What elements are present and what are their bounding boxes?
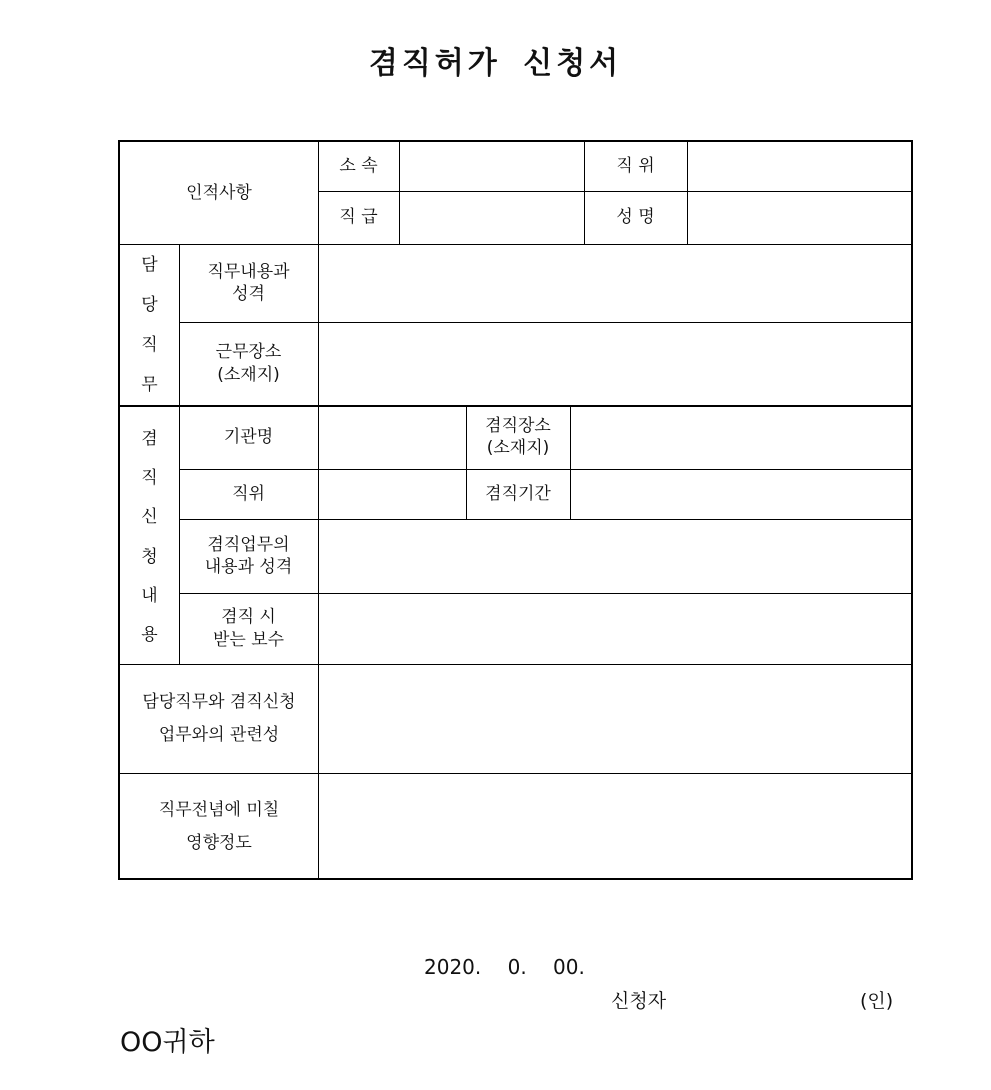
section-label-char: 직 (141, 334, 158, 355)
side-content-label: 겸직업무의 내용과 성격 (204, 534, 293, 577)
section-label-char: 당 (141, 294, 158, 315)
position-label: 직 위 (616, 156, 655, 177)
section-label-char: 직 (141, 468, 158, 489)
side-period-field[interactable] (570, 469, 913, 519)
relevance-field[interactable] (318, 664, 913, 773)
section-label-char: 겸 (141, 429, 158, 449)
side-period-label: 겸직기간 (485, 483, 551, 504)
position-field[interactable] (687, 142, 913, 191)
name-field[interactable] (687, 191, 913, 244)
workplace-label: 근무장소 (소재지) (215, 342, 282, 385)
side-workplace-field[interactable] (570, 405, 913, 469)
grade-field[interactable] (399, 191, 584, 244)
affiliation-label: 소 속 (339, 156, 378, 177)
section-label-char: 신 (141, 507, 158, 528)
seal-label: (인) (860, 990, 894, 1012)
application-date: 2020. 0. 00. (424, 955, 585, 979)
section-label-char: 무 (141, 374, 158, 395)
addressee: OO귀하 (120, 1027, 215, 1058)
relevance-label: 담당직무와 겸직신청 업무와의 관련성 (142, 692, 296, 745)
influence-label: 직무전념에 미칠 영향정도 (158, 800, 280, 853)
side-position-label: 직위 (232, 483, 265, 504)
affiliation-field[interactable] (399, 142, 584, 191)
influence-field[interactable] (318, 773, 913, 880)
personal-info-label: 인적사항 (186, 182, 252, 203)
section-label-char: 담 (141, 255, 158, 275)
duty-content-field[interactable] (318, 244, 913, 322)
side-position-field[interactable] (318, 469, 466, 519)
org-name-label: 기관명 (223, 426, 274, 447)
workplace-field[interactable] (318, 322, 913, 405)
duty-content-label: 직무내용과 성격 (207, 261, 290, 304)
side-workplace-label: 겸직장소 (소재지) (485, 415, 551, 458)
name-label: 성 명 (616, 207, 655, 228)
side-content-field[interactable] (318, 519, 913, 593)
side-job-section-label (120, 428, 179, 646)
section-label-char: 내 (141, 585, 158, 606)
current-duty-section-label (120, 254, 179, 396)
grade-label: 직 급 (339, 207, 378, 228)
side-pay-field[interactable] (318, 593, 913, 664)
applicant-label: 신청자 (611, 990, 667, 1012)
application-form-table (118, 140, 913, 880)
section-label-char: 용 (141, 624, 158, 645)
form-title: 겸직허가 신청서 (368, 46, 623, 81)
org-name-field[interactable] (318, 405, 466, 469)
side-pay-label: 겸직 시 받는 보수 (212, 607, 285, 650)
section-label-char: 청 (141, 546, 158, 567)
